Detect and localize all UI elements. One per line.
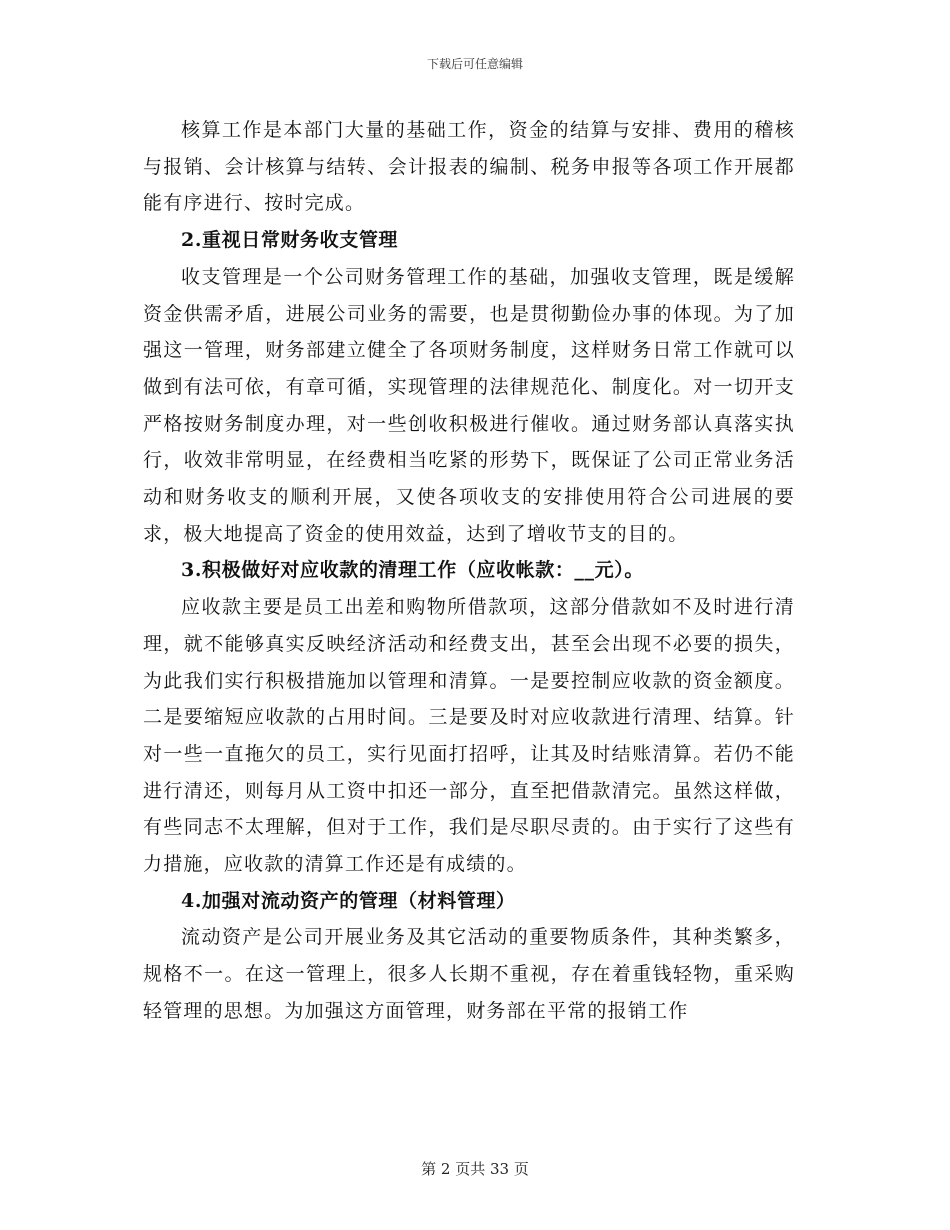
page-footer: 第 2 页共 33 页 — [421, 1160, 529, 1178]
section-heading-4: 4.加强对流动资产的管理（材料管理） — [181, 889, 516, 912]
document-body — [143, 112, 795, 1030]
paragraph-income-expense: 收支管理是一个公司财务管理工作的基础，加强收支管理，既是缓解资金供需矛盾，进展公司业务的需要，也是贯彻勤俭办事的体现。为了加强这一管理，财务部建立健全了各项财务制度，这样财务日常工作就可以做到有法可依，有章可循，实现管理的法律规范化、制度化。对一切开支严格按财务制度办理，对一些创收积极进行催收。通过财务部认真落实执行，收效非常明显，在经费相当吃紧的形势下，既保证了公司正常业务活动和财务收支的顺利开展，又使各项收支的安排使用符合公司进展的要求，极大地提高了资金的使用效益，达到了增收节支的目的。 — [143, 265, 795, 545]
page-header: 下载后可任意编辑 — [426, 57, 523, 71]
section-heading-2: 2.重视日常财务收支管理 — [181, 229, 399, 252]
paragraph-current-assets: 流动资产是公司开展业务及其它活动的重要物质条件，其种类繁多，规格不一。在这一管理上，很多人长期不重视，存在着重钱轻物，重采购轻管理的思想。为加强这方面管理，财务部在平常的报销工作 — [143, 926, 795, 1022]
paragraph-receivables: 应收款主要是员工出差和购物所借款项，这部分借款如不及时进行清理，就不能够真实反映经济活动和经费支出，甚至会出现不必要的损失，为此我们实行积极措施加以管理和清算。一是要控制应收款的资金额度。二是要缩短应收款的占用时间。三是要及时对应收款进行清理、结算。针对一些一直拖欠的员工，实行见面打招呼，让其及时结账清算。若仍不能进行清还，则每月从工资中扣还一部分，直至把借款清完。虽然这样做，有些同志不太理解，但对于工作，我们是尽职尽责的。由于实行了这些有力措施，应收款的清算工作还是有成绩的。 — [143, 596, 795, 876]
paragraph-accounting: 核算工作是本部门大量的基础工作，资金的结算与安排、费用的稽核与报销、会计核算与结转、会计报表的编制、税务申报等各项工作开展都能有序进行、按时完成。 — [143, 119, 795, 215]
section-heading-3: 3.积极做好对应收款的清理工作（应收帐款：__元）。 — [181, 559, 644, 582]
